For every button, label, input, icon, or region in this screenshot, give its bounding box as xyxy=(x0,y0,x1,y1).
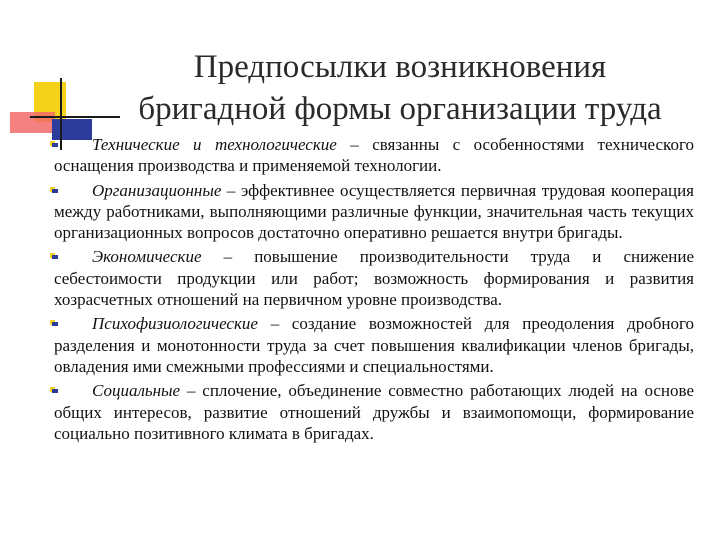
list-item-social xyxy=(54,380,694,444)
slide-title xyxy=(100,46,700,130)
bullet-icon xyxy=(50,187,58,194)
item-text: – повышение производительности труда и снижение себестоимости продукции или работ; возможность формирования и развития хозрасчетных отношений на первичном уровне производства. xyxy=(54,247,694,310)
item-term: Технические и технологические xyxy=(92,135,337,154)
item-text: – связанны с особенностями технического оснащения производства и применяемой технологии. xyxy=(54,135,694,176)
item-text: – эффективнее осуществляется первичная трудовая кооперация между работниками, выполняющими различные функции, значительная часть текущих организационных вопросов достаточно оперативно решается внутри бригады. xyxy=(54,180,694,243)
item-term: Социальные xyxy=(92,381,181,401)
item-text: – создание возможностей для преодоления дробного разделения и монотонности труда за счет повышения квалификации членов бригады, овладения ими смежными профессиями и специальностями. xyxy=(54,314,694,376)
list-item-economic xyxy=(54,246,694,310)
slide-title-line-2: бригадной формы организации труда xyxy=(138,91,662,127)
item-text: – сплочение, объединение совместно работающих людей на основе общих интересов, развитие отношений дружбы и взаимопомощи, формирование социально позитивного климата в бригадах. xyxy=(54,381,694,443)
bullet-icon xyxy=(50,387,58,394)
list-item-psychophysiological xyxy=(54,313,694,377)
slide-title-line-1: Предпосылки возникновения xyxy=(193,49,607,85)
item-term: Психофизиологические xyxy=(92,314,258,334)
bullet-icon xyxy=(50,320,58,327)
bullet-icon xyxy=(50,253,58,260)
list-item-technical xyxy=(54,134,694,177)
item-term: Организационные xyxy=(92,180,222,200)
item-term: Экономические xyxy=(92,247,202,267)
list-item-organizational xyxy=(54,180,694,244)
slide-body xyxy=(54,134,694,447)
bullet-icon xyxy=(50,141,58,148)
